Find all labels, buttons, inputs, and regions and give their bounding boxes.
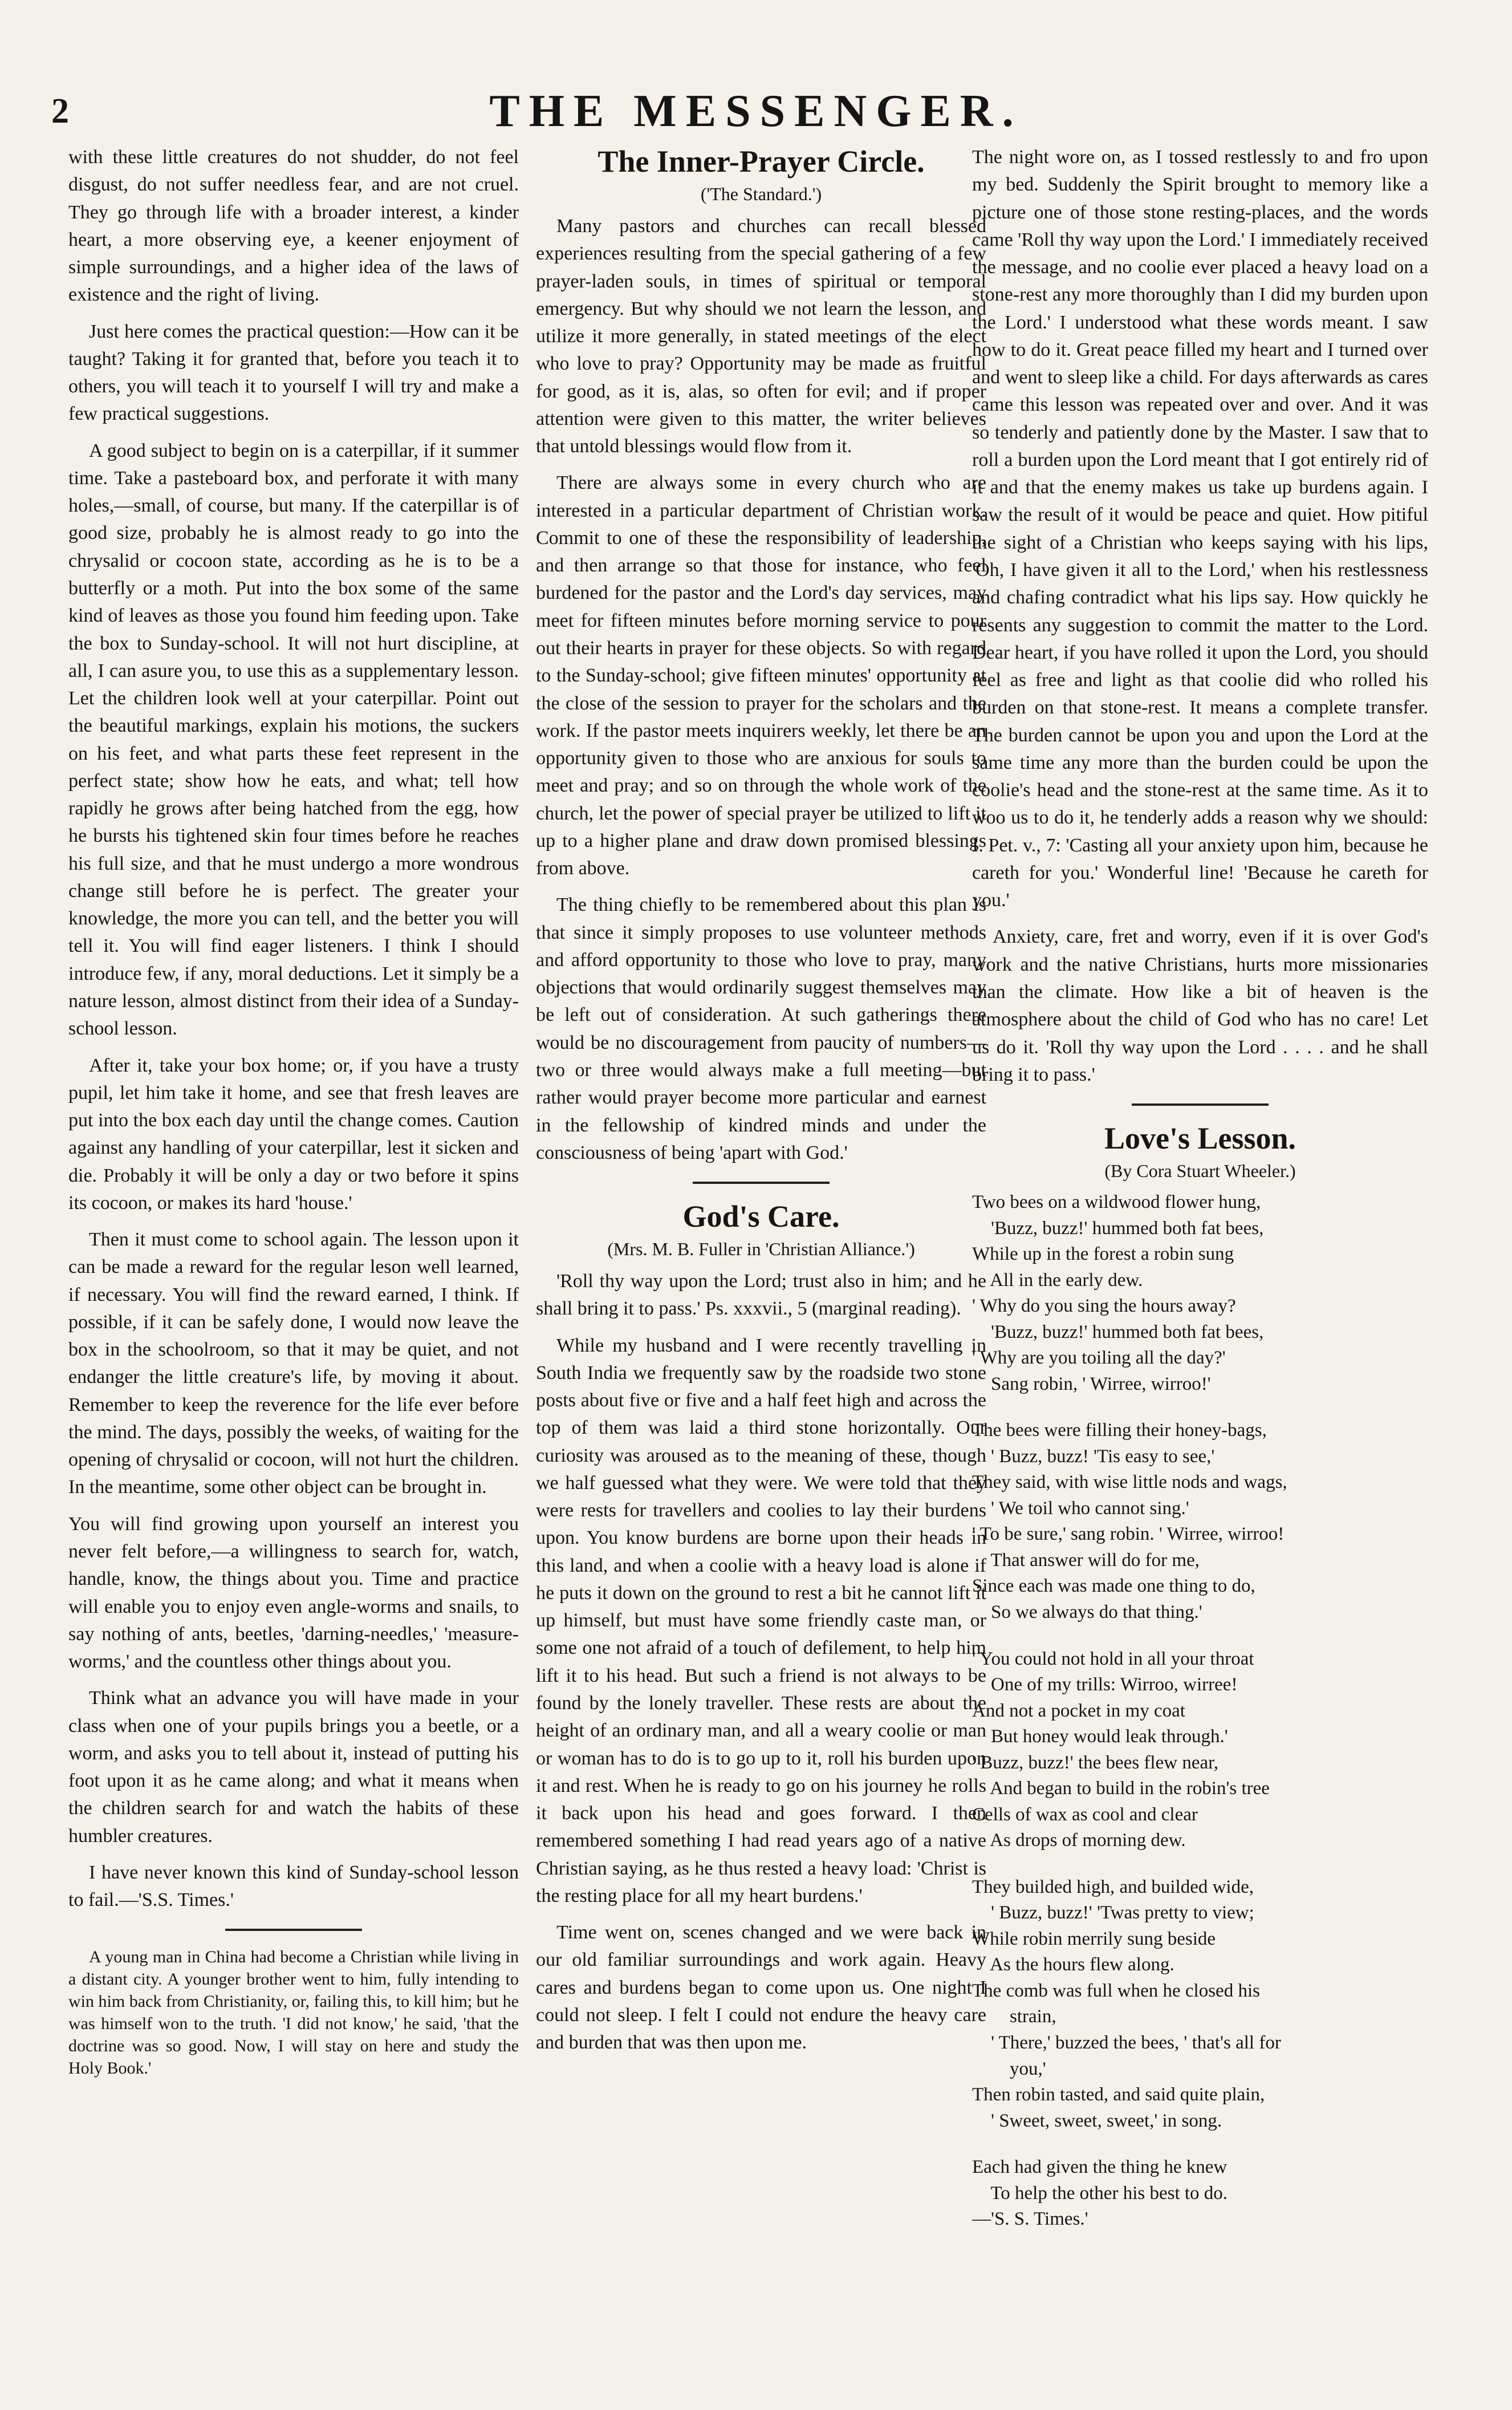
scripture-quote: 'Roll thy way upon the Lord; trust also in him; and he shall bring it to pass.' Ps. xxxvii., 5 (marginal reading). <box>536 1271 986 1320</box>
headline-inner-prayer-circle: The Inner-Prayer Circle. <box>598 144 925 178</box>
article-paragraph: The night wore on, as I tossed restlessly to and fro upon my bed. Suddenly the Spirit brought to memory like a picture one of those stone resting-places, and the words came 'Roll thy way upon the Lord.' I immediately received the message, and no coolie ever placed a heavy load on a stone-rest any more thoroughly than I did my burden upon the Lord.' I understood what these words meant. I saw how to do it. Great peace filled my heart and I turned over and went to sleep like a child. For days afterwards as cares came this lesson was repeated over and over. And it was so tenderly and patiently done by the Master. I saw that to roll a burden upon the Lord meant that I got entirely rid of it and that the enemy makes us take up burdens again. I saw the result of it would be peace and quiet. How pitiful the sight of a Christian who keeps saying with his lips, 'Oh, I have given it all to the Lord,' when his restlessness and chafing contradict what his lips say. How quickly he resents any suggestion to commit the matter to the Lord. Dear heart, if you have rolled it upon the Lord, you should feel as free and light as that coolie did who rolled his burden on that stone-rest. It means a complete transfer. The burden cannot be upon you and upon the Lord at the same time any more than the burden could be upon the coolie's head and the stone-rest at the same time. As it to woo us to do it, he tenderly adds a reason why we should: I. Pet. v., 7: 'Casting all your anxiety upon him, because he careth for you.' Wonderful line! 'Because he careth for you.' <box>972 147 1428 911</box>
poem-line: 'Buzz, buzz!' hummed both fat bees, <box>972 1218 1264 1239</box>
poem-line: 'Buzz, buzz!' hummed both fat bees, <box>972 1321 1264 1342</box>
poem-line: ' Buzz, buzz!' 'Twas pretty to view; <box>972 1902 1254 1924</box>
article-paragraph: A good subject to begin on is a caterpillar, if it summer time. Take a pasteboard box, and perforate it with many holes,—small, of course, but many. If the caterpillar is of good size, probably he is almost ready to go into the chrysalid or cocoon state, according as he is to be a butterfly or a moth. Put into the box some of the same kind of leaves as those you found him feeding upon. Take the box to Sunday-school. It will not hurt discipline, at all, I can asure you, to use this as a supplementary lesson. Let the children look well at your caterpillar. Point out the beautiful markings, explain his motions, the suckers on his feet, and what parts these feet represent in the perfect state; show how he eats, and what; tell how rapidly he grows after being hatched from the egg, how he bursts his tightened skin four times before he reaches his full size, and that he must undergo a more wondrous change still before he is perfect. The greater your knowledge, the more you can tell, and the better you will tell it. You will find eager listeners. I think I should introduce few, if any, moral deductions. Let it simply be a nature lesson, almost distinct from their idea of a Sunday-school lesson. <box>68 440 519 1040</box>
poem-line: Cells of wax as cool and clear <box>972 1804 1198 1825</box>
poem-line: While up in the forest a robin sung <box>972 1244 1234 1265</box>
poem-line: While robin merrily sung beside <box>972 1928 1216 1949</box>
anecdote-paragraph: A young man in China had become a Christian while living in a distant city. A younger brother went to him, fully intending to win him back from Christianity, or, failing this, to kill him; but he was himself won to the truth. 'I did not know,' he said, 'that the doctrine was so good. Now, I will stay on here and study the Holy Book.' <box>68 1948 519 2078</box>
poem-line: Two bees on a wildwood flower hung, <box>972 1192 1261 1213</box>
poem-line: And began to build in the robin's tree <box>972 1778 1270 1799</box>
article-paragraph: You will find growing upon yourself an interest you never felt before,—a willingness to search for, watch, handle, know, the things about you. Time and practice will enable you to enjoy even angle-worms and snails, to say nothing of ants, beetles, 'darning-needles,' 'measure-worms,' and the countless other things about you. <box>68 1513 519 1673</box>
article-paragraph: Many pastors and churches can recall blessed experiences resulting from the special gathering of a few prayer-laden souls, in times of spiritual or temporal emergency. But why should we not learn the lesson, and utilize it more generally, in stated meetings of the elect who love to pray? Opportunity may be made as fruitful for good, as it is, alas, so often for evil; and if proper attention were given to this matter, the writer believes that untold blessings would flow from it. <box>536 216 986 457</box>
section-divider <box>225 1929 362 1931</box>
column-2 <box>536 144 986 2370</box>
poem-line: ' Buzz, buzz! 'Tis easy to see,' <box>972 1446 1215 1467</box>
poem-line: ' You could not hold in all your throat <box>972 1648 1254 1669</box>
article-paragraph: The thing chiefly to be remembered about this plan is that since it simply proposes to use volunteer methods and afford opportunity to those who love to pray, many objections that would ordinarily suggest themselves may be left out of consideration. At such gatherings there would be no discouragement from paucity of numbers—two or three would always make a full meeting—but rather would prayer become more particular and earnest in the fellowship of kindred minds and under the consciousness of being 'apart with God.' <box>536 894 986 1163</box>
article-paragraph: with these little creatures do not shudder, do not feel disgust, do not suffer needless fear, and are not cruel. They go through life with a broader interest, a kinder heart, a more observing eye, a keener enjoyment of simple surroundings, and a higher idea of the laws of existence and the right of living. <box>68 147 519 306</box>
article-paragraph: After it, take your box home; or, if you have a trusty pupil, let him take it home, and see that fresh leaves are put into the box each day until the change comes. Caution against any handling of your caterpillar, lest it sicken and die. Probably it will be only a day or two before it spins its cocoon, or makes its hard 'house.' <box>68 1054 519 1214</box>
poem-line: As drops of morning dew. <box>972 1830 1186 1851</box>
poem-stanza <box>972 1646 1428 1854</box>
poem-stanza <box>972 1418 1428 1625</box>
column-1 <box>68 144 519 2370</box>
poem-line: you,' <box>972 2058 1046 2079</box>
poem-line: As the hours flew along. <box>972 1954 1174 1975</box>
poem-line: ' Why do you sing the hours away? <box>972 1296 1236 1317</box>
poem-line: The bees were filling their honey-bags, <box>972 1420 1267 1441</box>
poem-line: ' Why are you toiling all the day?' <box>972 1348 1226 1369</box>
poem-line: They said, with wise little nods and wags, <box>972 1472 1287 1493</box>
article-paragraph: Think what an advance you will have made in your class when one of your pupils brings you a beetle, or a worm, and asks you to tell about it, instead of putting his foot upon it as he came along; and what it means when the children search for and watch the habits of these humbler creatures. <box>68 1687 519 1847</box>
poem-line: ' To be sure,' sang robin. ' Wirree, wirroo! <box>972 1524 1285 1545</box>
poem-line: So we always do that thing.' <box>972 1602 1202 1622</box>
poem-line: Then robin tasted, and said quite plain, <box>972 2084 1265 2105</box>
poem-author: (By Cora Stuart Wheeler.) <box>1104 1161 1296 1182</box>
headline-gods-care: God's Care. <box>682 1199 840 1234</box>
masthead <box>0 86 1512 148</box>
article-paragraph: Anxiety, care, fret and worry, even if it is over God's work and the native Christians, hurts more missionaries than the climate. How like a bit of heaven is the atmosphere about the child of God who has no care! Let us do it. 'Roll thy way upon the Lord . . . . and he shall bring it to pass.' <box>972 926 1428 1085</box>
poem-line: But honey would leak through.' <box>972 1726 1228 1747</box>
poem-line: ' Sweet, sweet, sweet,' in song. <box>972 2110 1222 2131</box>
poem-line: All in the early dew. <box>972 1269 1143 1291</box>
poem-line: Since each was made one thing to do, <box>972 1576 1255 1597</box>
article-source: ('The Standard.') <box>700 184 822 204</box>
article-paragraph: There are always some in every church who are interested in a particular department of Christian work. Commit to one of these the responsibility of leadership, and then arrange so that those for instance, who feel burdened for the pastor and the Lord's day services, may meet for fifteen minutes before morning service to pour out their hearts in prayer for these objects. So with regard to the Sunday-school; give fifteen minutes' opportunity at the close of the session to prayer for the scholars and the work. If the pastor meets inquirers weekly, let there be an opportunity given to those who are anxious for souls to meet and pray; and so on through the whole work of the church, let the power of special prayer be utilized to lift it up to a higher plane and draw down promised blessings from above. <box>536 472 986 879</box>
article-source: (Mrs. M. B. Fuller in 'Christian Alliance.') <box>607 1239 915 1260</box>
poem-line: ' There,' buzzed the bees, ' that's all for <box>972 2032 1281 2053</box>
poem-line: They builded high, and builded wide, <box>972 1876 1254 1897</box>
poem-stanza <box>972 2155 1428 2233</box>
article-paragraph: While my husband and I were recently travelling in South India we frequently saw by the roadside two stone posts about five or five and a half feet high and across the top of them was laid a third stone horizontally. Our curiosity was aroused as to the meaning of these, though we half guessed what they were. We were told that they were rests for travellers and coolies to lay their burdens upon. You know burdens are borne upon their heads in this land, and when a coolie with a heavy load is alone if he puts it down on the ground to rest a bit he cannot lift it up himself, but must have some friendly caste man, or some one not afraid of a touch of defilement, to help him lift it to his head. But such a friend is not always to be found by the lonely traveller. These rests are about the height of an ordinary man, and all a weary coolie or man or woman has to do is to go up to it, roll his burden upon it and rest. When he is ready to go on his journey he rolls it back upon his head and goes forward. I then remembered something I had read years ago of a native Christian saying, as he thus rested a heavy load: 'Christ is the resting place for all my heart burdens.' <box>536 1334 986 1906</box>
poem-stanza <box>972 1875 1428 2134</box>
poem-stanza <box>972 1190 1428 1397</box>
article-paragraph: Then it must come to school again. The lesson upon it can be made a reward for the regular leson well learned, if necessary. You will find the reward earned, I think. If possible, if it can be safely done, I would now leave the box in the schoolroom, so that it may be quiet, and not endanger the little creature's life, by moving it about. Remember to keep the reverence for the life ever before the mind. The days, possibly the weeks, of waiting for the opening of chrysalid or cocoon, will not hurt the children. In the meantime, some other object can be brought in. <box>68 1229 519 1498</box>
article-closing: I have never known this kind of Sunday-school lesson to fail.—'S.S. Times.' <box>68 1861 519 1911</box>
poem-source: —'S. S. Times.' <box>972 2209 1088 2230</box>
poem-line: Each had given the thing he knew <box>972 2157 1228 2178</box>
article-paragraph: Just here comes the practical question:—How can it be taught? Taking it for granted that, before you teach it to others, you will teach it to yourself I will try and make a few practical suggestions. <box>68 320 519 425</box>
article-paragraph: Time went on, scenes changed and we were back in our old familiar surroundings and work again. Heavy cares and burdens began to come upon us. One night I could not sleep. I felt I could not endure the heavy care and burden that was then upon me. <box>536 1922 986 2054</box>
poem-line: The comb was full when he closed his <box>972 1980 1260 2001</box>
poem-line: One of my trills: Wirroo, wirree! <box>972 1674 1238 1695</box>
headline-loves-lesson: Love's Lesson. <box>1104 1121 1296 1156</box>
column-3 <box>972 144 1428 2370</box>
poem-line: strain, <box>972 2006 1056 2027</box>
section-divider <box>1132 1103 1269 1106</box>
poem-line: That answer will do for me, <box>972 1549 1200 1571</box>
poem-line: And not a pocket in my coat <box>972 1700 1185 1721</box>
poem-line: ' We toil who cannot sing.' <box>972 1498 1189 1519</box>
poem-line: ' Buzz, buzz!' the bees flew near, <box>972 1752 1219 1773</box>
poem-line: Sang robin, ' Wirree, wirroo!' <box>972 1373 1211 1394</box>
page-number: 2 <box>51 92 69 131</box>
newspaper-title: THE MESSENGER. <box>489 86 1023 136</box>
section-divider <box>693 1182 830 1184</box>
poem-line: To help the other his best to do. <box>972 2182 1228 2204</box>
